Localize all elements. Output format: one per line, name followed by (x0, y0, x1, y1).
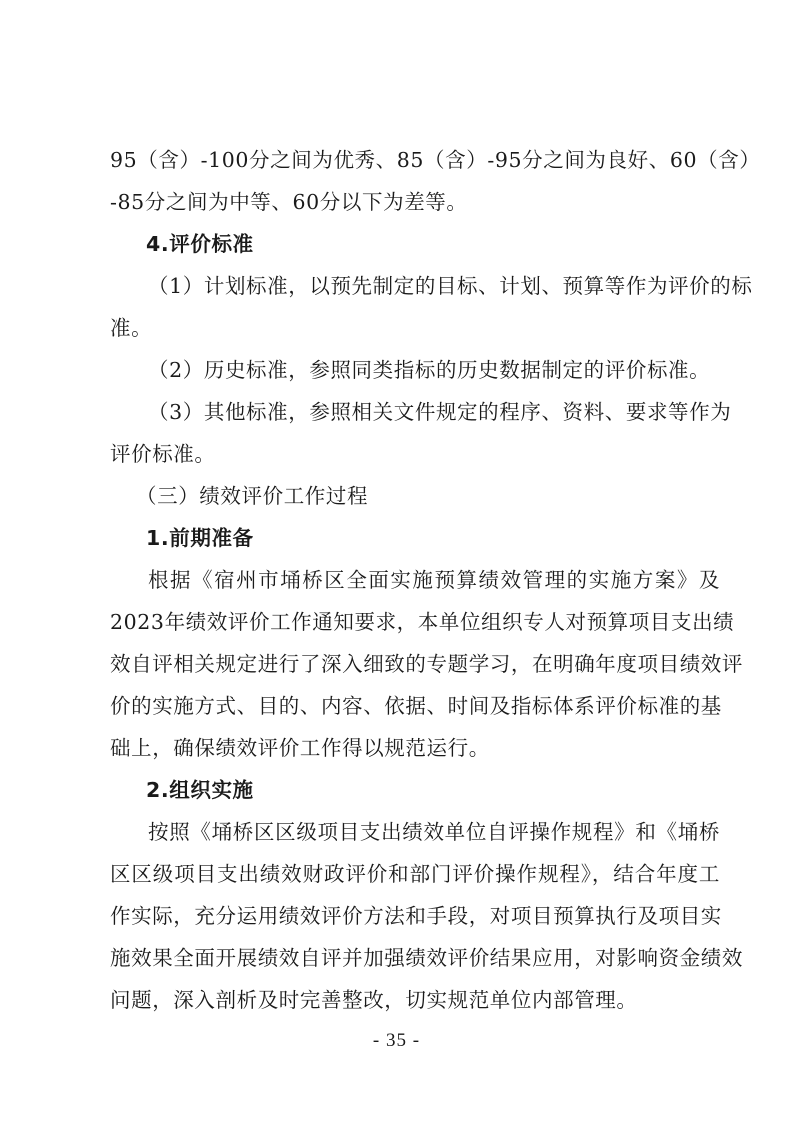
section-heading: 2.组织实施 (146, 778, 254, 802)
section-heading: 4.评价标准 (146, 232, 254, 256)
paragraph-line: 效自评相关规定进行了深入细致的专题学习，在明确年度项目绩效评 (110, 652, 743, 676)
section-heading: 1.前期准备 (146, 526, 254, 550)
paragraph-line: （3）其他标准，参照相关文件规定的程序、资料、要求等作为 (148, 400, 732, 424)
paragraph-line: 根据《宿州市埇桥区全面实施预算绩效管理的实施方案》及 (148, 568, 720, 592)
page-number: - 35 - (372, 1030, 421, 1051)
paragraph-line: 2023年绩效评价工作通知要求，本单位组织专人对预算项目支出绩 (110, 610, 735, 634)
paragraph-line: 按照《埇桥区区级项目支出绩效单位自评操作规程》和《埇桥 (148, 820, 720, 844)
paragraph-line: 准。 (110, 316, 153, 340)
paragraph-line: 施效果全面开展绩效自评并加强绩效评价结果应用，对影响资金绩效 (110, 946, 743, 970)
paragraph-line: 评价标准。 (110, 442, 216, 466)
paragraph-line: （2）历史标准，参照同类指标的历史数据制定的评价标准。 (148, 358, 711, 382)
paragraph-line: 95（含）-100分之间为优秀、85（含）-95分之间为良好、60（含） (110, 148, 761, 172)
paragraph-line: 价的实施方式、目的、内容、依据、时间及指标体系评价标准的基 (110, 694, 722, 718)
paragraph-line: （1）计划标准，以预先制定的目标、计划、预算等作为评价的标 (148, 274, 753, 298)
subsection-heading: （三）绩效评价工作过程 (136, 484, 369, 508)
paragraph-line: 础上，确保绩效评价工作得以规范运行。 (110, 736, 490, 760)
paragraph-line: 作实际，充分运用绩效评价方法和手段，对项目预算执行及项目实 (110, 904, 722, 928)
paragraph-line: 问题，深入剖析及时完善整改，切实规范单位内部管理。 (110, 988, 638, 1012)
paragraph-line: 区区级项目支出绩效财政评价和部门评价操作规程》，结合年度工 (110, 862, 720, 886)
paragraph-line: -85分之间为中等、60分以下为差等。 (110, 190, 468, 214)
